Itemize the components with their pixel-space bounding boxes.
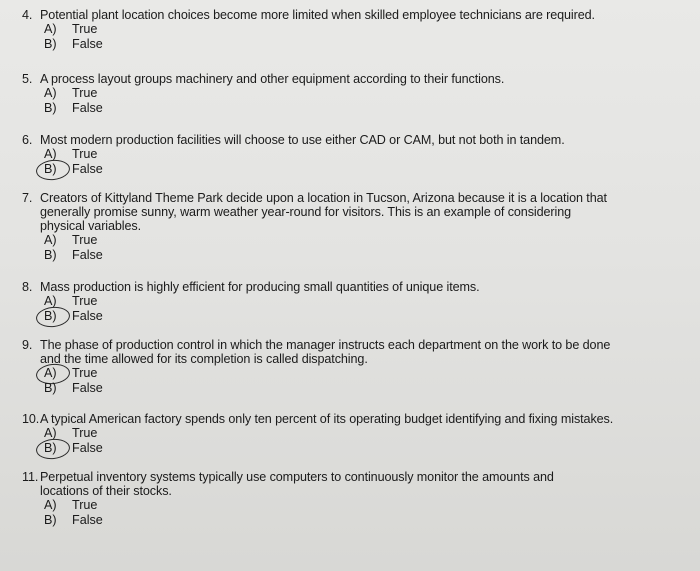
- question-number: 9.: [22, 338, 33, 352]
- option-a-circled[interactable]: A) True: [44, 366, 662, 381]
- question-text: 6. Most modern production facilities will choose to use either CAD or CAM, but not both in tandem.: [22, 133, 565, 147]
- option-a[interactable]: A) True: [44, 86, 98, 100]
- option-b[interactable]: B) False: [44, 381, 103, 395]
- question-text: 7. Creators of Kittyland Theme Park decide upon a location in Tucson, Arizona because it is a location that: [22, 191, 607, 205]
- option-b-circled[interactable]: B) False: [44, 309, 662, 324]
- question-6: [22, 133, 662, 177]
- question-text-line: locations of their stocks.: [40, 484, 172, 498]
- option-a[interactable]: A) True: [44, 22, 98, 36]
- question-7: [22, 191, 662, 263]
- question-number: 8.: [22, 280, 33, 294]
- question-text-line: physical variables.: [40, 219, 141, 233]
- option-b[interactable]: B) False: [44, 248, 103, 262]
- option-a[interactable]: A) True: [44, 147, 98, 161]
- question-text: 10.A typical American factory spends only ten percent of its operating budget identifying and fixing mistakes.: [22, 412, 614, 426]
- option-b-circled[interactable]: B) False: [44, 441, 662, 456]
- question-text: 11. Perpetual inventory systems typically use computers to continuously monitor the amounts and: [22, 470, 554, 484]
- question-text-line: and the time allowed for its completion is called dispatching.: [40, 352, 368, 366]
- question-number: 5.: [22, 72, 33, 86]
- question-text-line: generally promise sunny, warm weather year-round for visitors. This is an example of considering: [40, 205, 572, 219]
- question-11: [22, 470, 662, 528]
- question-number: 4.: [22, 8, 33, 22]
- option-a[interactable]: A) True: [44, 498, 98, 512]
- question-8: [22, 280, 662, 324]
- option-b-circled[interactable]: B) False: [44, 162, 662, 177]
- option-a[interactable]: A) True: [44, 233, 98, 247]
- question-5: [22, 72, 662, 116]
- option-b[interactable]: B) False: [44, 37, 103, 51]
- question-text: 5. A process layout groups machinery and other equipment according to their functions.: [22, 72, 505, 86]
- question-number: 11.: [22, 470, 39, 484]
- option-a[interactable]: A) True: [44, 426, 98, 440]
- question-9: [22, 338, 662, 396]
- question-number: 10.: [22, 412, 40, 426]
- question-text: 9. The phase of production control in which the manager instructs each department on the work to be done: [22, 338, 611, 352]
- option-b[interactable]: B) False: [44, 513, 103, 527]
- option-a[interactable]: A) True: [44, 294, 98, 308]
- question-4: [22, 8, 662, 52]
- option-b[interactable]: B) False: [44, 101, 103, 115]
- question-number: 6.: [22, 133, 33, 147]
- question-text: 4. Potential plant location choices become more limited when skilled employee technicians are required.: [22, 8, 595, 22]
- question-text: 8. Mass production is highly efficient for producing small quantities of unique items.: [22, 280, 480, 294]
- question-10: [22, 412, 662, 456]
- question-number: 7.: [22, 191, 33, 205]
